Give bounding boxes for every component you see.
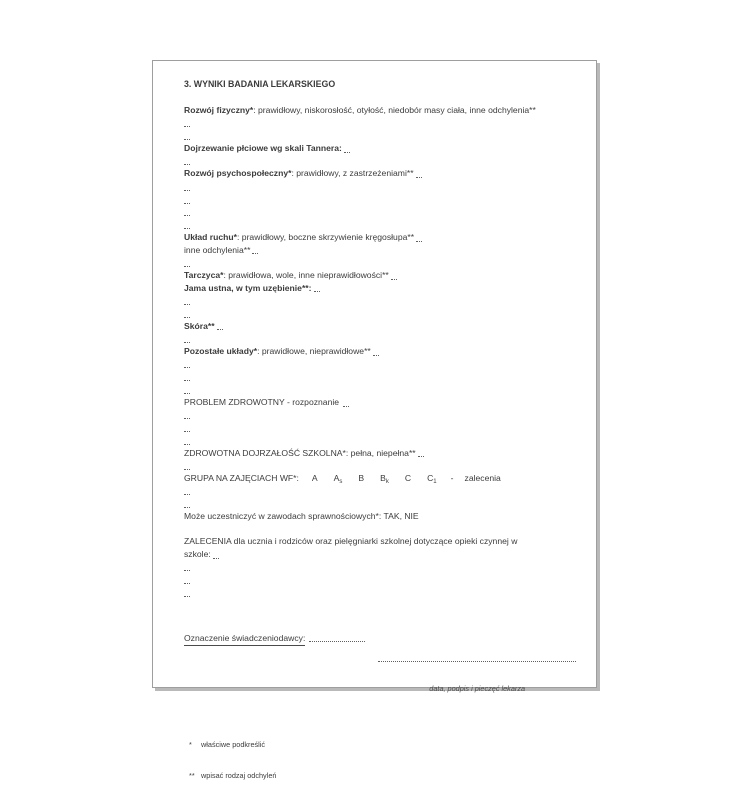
field-pozostale-uklady <box>184 345 576 358</box>
dotted-leader <box>184 206 190 217</box>
footnote-2-text: wpisać rodzaj odchyleń <box>201 771 277 781</box>
dotted-writein-line <box>184 409 576 422</box>
field-grupa-wf <box>184 472 576 485</box>
dotted-leader <box>184 307 190 318</box>
field-label: szkole: <box>184 549 211 560</box>
dotted-leader <box>184 129 190 140</box>
footnote-1 <box>189 740 576 751</box>
wf-group-letter: C <box>404 472 412 483</box>
dotted-leader <box>252 244 258 255</box>
dotted-writein-line <box>184 497 576 510</box>
field-label: PROBLEM ZDROWOTNY - rozpoznanie <box>184 396 342 407</box>
dotted-leader <box>391 269 397 280</box>
wf-group-c <box>405 472 411 485</box>
field-zalecenia-szkole <box>184 548 576 561</box>
signature-area <box>378 633 576 714</box>
wf-group-a <box>312 472 318 485</box>
wf-group-b <box>358 472 364 485</box>
footnote-1-text: właściwe podkreślić <box>201 739 266 749</box>
field-zalecenia-line1 <box>184 535 576 548</box>
dotted-writein-line <box>184 485 576 498</box>
dotted-writein-line <box>184 332 576 345</box>
provider-label: Oznaczenie świadczeniodawcy: <box>184 633 305 646</box>
dotted-leader <box>184 383 190 394</box>
dotted-leader <box>314 282 320 293</box>
dotted-leader <box>344 142 350 153</box>
field-tarczyca <box>184 269 576 282</box>
dotted-writein-line <box>184 586 576 599</box>
wf-group-letter: A <box>333 472 340 483</box>
field-skora <box>184 320 576 333</box>
dotted-writein-line <box>184 294 576 307</box>
dotted-writein-line <box>184 434 576 447</box>
dotted-leader <box>373 345 379 356</box>
wf-group-subscript: 1 <box>433 478 437 485</box>
wf-group-letter: B <box>358 472 365 483</box>
field-rozwoj-psychospoleczny <box>184 167 576 180</box>
dotted-leader <box>184 586 190 597</box>
field-jama-ustna <box>184 282 576 295</box>
field-label: Dojrzewanie płciowe wg skali Tannera: <box>184 143 342 154</box>
dotted-leader <box>184 573 190 584</box>
dotted-leader <box>184 180 190 191</box>
dotted-leader <box>184 256 190 267</box>
dotted-leader <box>184 294 190 305</box>
dotted-leader <box>184 421 190 432</box>
dotted-leader <box>184 459 190 470</box>
wf-group-as <box>334 472 343 485</box>
wf-group-letter: A <box>311 472 318 483</box>
field-options: : prawidłowe, nieprawidłowe** <box>257 346 371 357</box>
field-options: : prawidłowa, wole, inne nieprawidłowości** <box>223 269 389 280</box>
wf-dash: - <box>450 472 454 483</box>
dotted-leader <box>418 447 424 458</box>
wf-group-letter: C <box>427 472 434 483</box>
dotted-leader <box>184 155 190 166</box>
dotted-writein-line <box>184 459 576 472</box>
wf-zalecenia-label: zalecenia <box>464 472 501 483</box>
dotted-writein-line <box>184 421 576 434</box>
dotted-leader <box>184 485 190 496</box>
dotted-leader <box>217 320 223 331</box>
dotted-writein-line <box>184 561 576 574</box>
dotted-writein-line <box>184 358 576 371</box>
field-label: GRUPA NA ZAJĘCIACH WF*: <box>184 472 299 483</box>
signature-dotted-line <box>378 653 576 662</box>
dotted-leader <box>184 370 190 381</box>
field-label: Tarczyca* <box>184 269 224 280</box>
dotted-leader <box>184 218 190 229</box>
dotted-leader <box>184 434 190 445</box>
field-label: Jama ustna, w tym uzębienie**: <box>184 282 312 293</box>
field-dojrzalosc-szkolna <box>184 447 576 460</box>
dotted-leader <box>184 117 190 128</box>
field-options: : prawidłowy, z zastrzeżeniami** <box>291 168 414 179</box>
dotted-leader <box>184 193 190 204</box>
field-options: : prawidłowy, boczne skrzywienie kręgosłupa** <box>237 231 415 242</box>
dotted-leader <box>184 497 190 508</box>
footnote-2 <box>189 771 576 782</box>
wf-group-letter: B <box>380 472 386 483</box>
field-label: Układ ruchu* <box>184 231 238 242</box>
wf-group-subscript: k <box>385 478 389 485</box>
dotted-writein-line <box>184 206 576 219</box>
dotted-writein-line <box>184 129 576 142</box>
dotted-leader <box>184 358 190 369</box>
blank-line <box>184 523 576 536</box>
dotted-writein-line <box>184 180 576 193</box>
dotted-leader <box>184 561 190 572</box>
dotted-writein-line <box>184 256 576 269</box>
field-dojrzewanie-tanner <box>184 142 576 155</box>
field-label: ZDROWOTNA DOJRZAŁOŚĆ SZKOLNA*: pełna, niepełna** <box>184 447 416 458</box>
dotted-leader <box>213 548 219 559</box>
footnote-1-mark: * <box>189 739 192 749</box>
field-label: Pozostałe układy* <box>184 346 258 357</box>
form-page <box>152 60 597 781</box>
signature-row <box>184 633 576 714</box>
dotted-writein-line <box>184 155 576 168</box>
field-label: Skóra** <box>184 320 215 331</box>
dotted-leader <box>416 231 422 242</box>
dotted-writein-line <box>184 307 576 320</box>
dotted-leader <box>184 332 190 343</box>
signature-caption: data, podpis i pieczęć lekarza <box>429 683 526 693</box>
wf-group-c1 <box>427 472 437 485</box>
dotted-leader <box>343 396 349 407</box>
field-label: Może uczestniczyć w zawodach sprawnościowych*: TAK, NIE <box>184 511 419 521</box>
section-title: 3. WYNIKI BADANIA LEKARSKIEGO <box>184 79 336 89</box>
field-label: inne odchylenia** <box>184 244 251 255</box>
footnotes <box>184 719 576 803</box>
wf-group-subscript: s <box>339 478 343 485</box>
field-problem-zdrowotny <box>184 396 576 409</box>
dotted-writein-line <box>184 370 576 383</box>
dotted-leader <box>184 409 190 420</box>
field-options: : prawidłowy, niskorosłość, otyłość, niedobór masy ciała, inne odchylenia** <box>253 105 536 115</box>
field-uklad-ruchu <box>184 231 576 244</box>
dotted-leader <box>416 167 422 178</box>
dotted-writein-line <box>184 117 576 130</box>
field-zawody-sprawnosciowe <box>184 510 576 523</box>
dotted-writein-line <box>184 383 576 396</box>
wf-group-bk <box>380 472 389 485</box>
field-rozwoj-fizyczny <box>184 104 576 117</box>
field-label: Rozwój fizyczny* <box>184 105 254 115</box>
field-label: ZALECENIA dla ucznia i rodziców oraz pielęgniarki szkolnej dotyczące opieki czynnej w <box>184 536 518 547</box>
dotted-writein-line <box>184 193 576 206</box>
footnote-2-mark: ** <box>189 771 195 781</box>
field-label: Rozwój psychospołeczny* <box>184 168 292 179</box>
dotted-writein-line <box>184 218 576 231</box>
field-inne-odchylenia <box>184 244 576 257</box>
dotted-writein-line <box>184 573 576 586</box>
provider-writein-dots <box>309 633 365 642</box>
